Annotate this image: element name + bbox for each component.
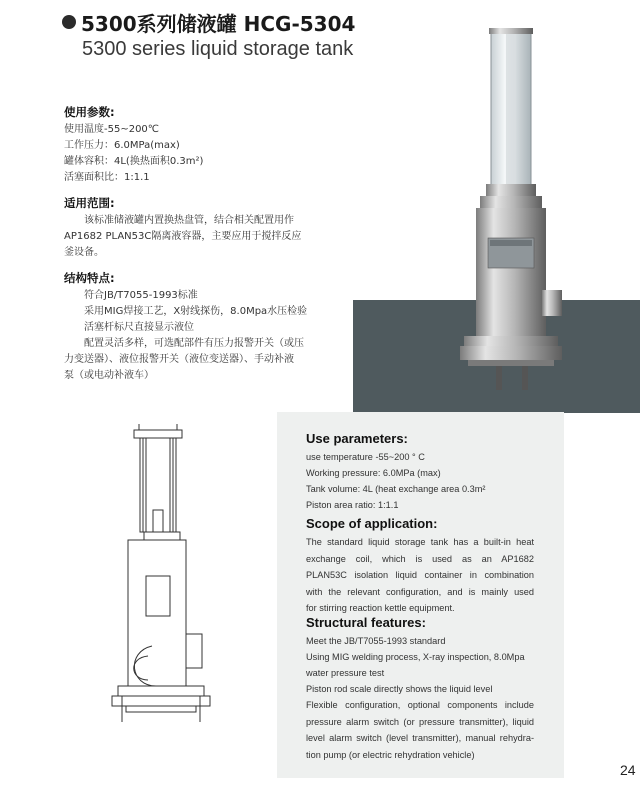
en-features-line: pressure alarm switch (or pressure transmitter), liquid [306, 716, 534, 727]
en-scope-line: with the relevant configuration, and is mainly used [306, 586, 534, 597]
en-params-line: use temperature -55~200 ° C [306, 452, 425, 462]
cn-scope-line: 釜设备。 [64, 247, 104, 258]
product-photo [440, 22, 580, 397]
cn-features-line: 活塞杆标尺直接显示液位 [84, 322, 194, 333]
cn-params-heading: 使用参数: [64, 105, 115, 119]
en-params-heading: Use parameters: [306, 431, 408, 446]
en-features-line: level alarm switch (level transmitter), manual rehydra- [306, 733, 534, 743]
en-params-line: Tank volume: 4L (heat exchange area 0.3m² [306, 484, 486, 494]
en-params-line: Working pressure: 6.0MPa (max) [306, 468, 441, 478]
en-features-line: tion pump (or electric rehydration vehicle) [306, 749, 475, 760]
cn-scope-heading: 适用范围: [64, 196, 115, 210]
en-scope-line: PLAN53C isolation liquid container in combination [306, 570, 534, 580]
en-features-line: Piston rod scale directly shows the liquid level [306, 684, 493, 694]
technical-drawing [108, 424, 220, 740]
title-row [62, 8, 355, 36]
en-features-heading: Structural features: [306, 615, 426, 630]
cn-params-line: 罐体容积：4L(换热面积0.3m²) [64, 156, 204, 167]
cn-params-line: 工作压力：6.0MPa(max) [64, 140, 180, 151]
cn-features-section [64, 270, 314, 384]
cn-features-line: 配置灵活多样，可选配部件有压力报警开关（或压 [84, 338, 304, 349]
cn-features-heading: 结构特点: [64, 271, 115, 285]
bullet-dot-icon [62, 15, 76, 29]
en-params-line: Piston area ratio: 1:1.1 [306, 500, 399, 510]
cn-params-line: 活塞面积比：1:1.1 [64, 172, 150, 183]
en-features-line: Meet the JB/T7055-1993 standard [306, 636, 446, 646]
en-features-section [306, 615, 534, 763]
en-scope-heading: Scope of application: [306, 516, 438, 531]
en-scope-line: for stirring reaction kettle equipment. [306, 603, 455, 613]
cn-scope-section [64, 195, 314, 261]
cn-features-line: 力变送器）、液位报警开关（液位变送器）、手动补液 [64, 354, 294, 365]
en-features-line: water pressure test [306, 668, 385, 678]
en-features-line: Flexible configuration, optional components include [306, 700, 534, 710]
cn-features-line: 泵（或电动补液车） [64, 370, 154, 381]
page-title-cn: 5300系列储液罐 HCG-5304 [81, 11, 356, 36]
cn-scope-line: 该标准储液罐内置换热盘管，结合相关配置用作 [84, 215, 294, 226]
en-scope-section [306, 516, 534, 617]
cn-scope-line: AP1682 PLAN53C隔离液容器，主要应用于搅拌反应 [64, 231, 302, 242]
en-scope-line: exchange coil, which is used as an AP1682 [306, 553, 534, 564]
cn-features-line: 采用MIG焊接工艺，X射线探伤，8.0Mpa水压检验 [84, 306, 308, 317]
page-number: 24 [620, 762, 636, 778]
cn-params-section [64, 104, 314, 186]
cn-features-line: 符合JB/T7055-1993标准 [84, 290, 198, 301]
en-features-line: Using MIG welding process, X-ray inspection, 8.0Mpa [306, 652, 525, 662]
page-title-en: 5300 series liquid storage tank [82, 38, 354, 60]
cn-params-line: 使用温度-55~200℃ [64, 124, 160, 135]
en-scope-line: The standard liquid storage tank has a built-in heat [306, 537, 534, 547]
en-params-section [306, 431, 534, 513]
